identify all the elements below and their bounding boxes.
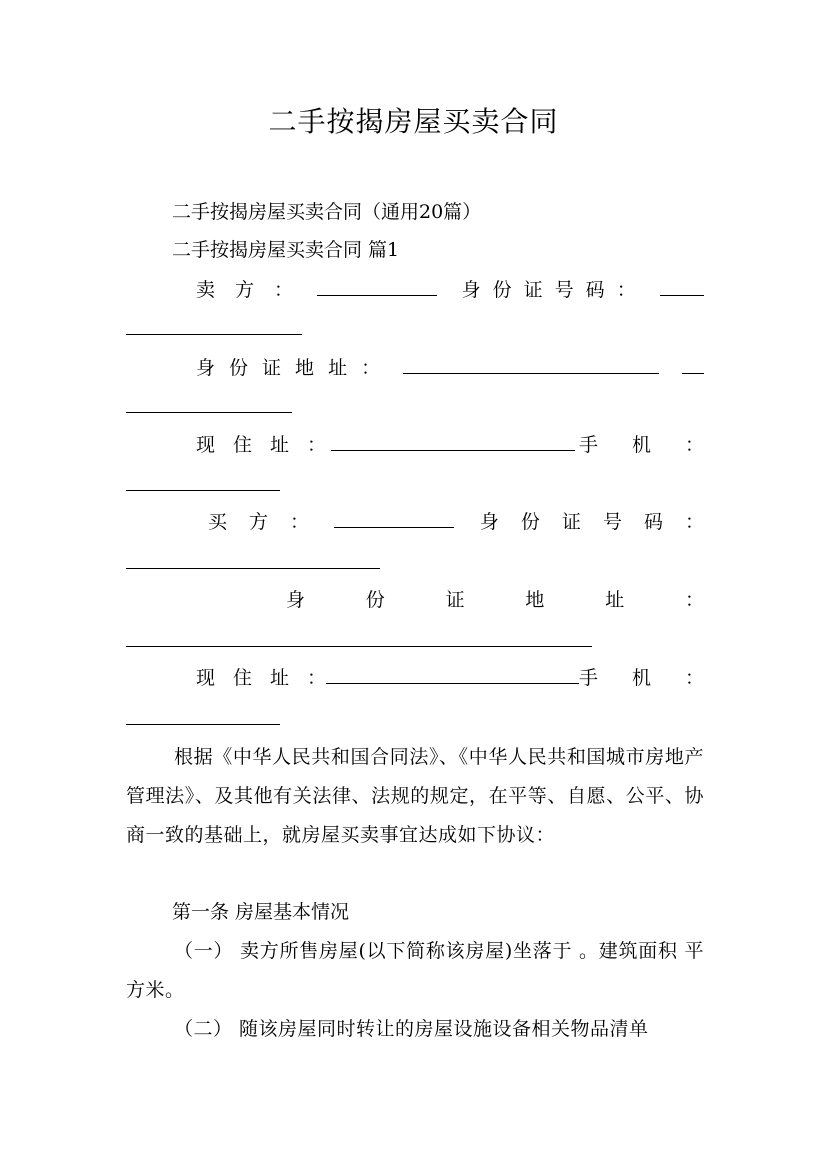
document-subtitle: 二手按揭房屋买卖合同（通用20篇）	[172, 201, 482, 223]
seller-id-blank-start[interactable]	[660, 277, 704, 296]
seller-address-blank[interactable]	[403, 355, 659, 374]
buyer-line	[208, 508, 704, 536]
buyer-address-label-char: 身	[286, 589, 306, 611]
buyer-id-label: 身 份 证 号 码 ：	[479, 511, 704, 533]
seller-line	[196, 276, 704, 304]
buyer-residence-blank[interactable]	[326, 665, 579, 684]
seller-phone-label: 手 机 ：	[578, 434, 704, 456]
seller-phone-blank[interactable]	[126, 490, 280, 491]
buyer-label: 买 方 ：	[208, 511, 310, 533]
buyer-address-label-char: 证	[445, 589, 465, 611]
buyer-address-line	[286, 586, 704, 614]
buyer-phone-blank[interactable]	[126, 724, 280, 725]
seller-residence-line	[196, 431, 704, 459]
seller-residence-blank[interactable]	[331, 432, 575, 451]
buyer-residence-label: 现 住 址 ：	[196, 667, 327, 689]
document-title: 二手按揭房屋买卖合同	[268, 105, 559, 138]
section-heading: 二手按揭房屋买卖合同 篇1	[172, 239, 400, 261]
article-1-heading: 第一条 房屋基本情况	[172, 901, 350, 923]
seller-label: 卖 方 ：	[196, 279, 294, 301]
buyer-residence-line	[196, 664, 704, 692]
seller-id-blank-end[interactable]	[126, 334, 302, 335]
buyer-address-label-char: ：	[684, 589, 704, 611]
seller-address-blank-end[interactable]	[126, 412, 292, 413]
buyer-address-label-char: 份	[365, 589, 385, 611]
buyer-id-blank[interactable]	[126, 568, 380, 569]
buyer-name-blank[interactable]	[334, 509, 454, 528]
buyer-address-blank[interactable]	[126, 646, 592, 647]
seller-address-line	[196, 354, 704, 382]
seller-residence-label: 现 住 址 ：	[196, 434, 327, 456]
seller-id-label: 身 份 证 号 码 ：	[461, 279, 636, 301]
buyer-address-label-char: 址	[605, 589, 625, 611]
clause-1: （一） 卖方所售房屋(以下简称该房屋)坐落于 。建筑面积 平方米。	[126, 940, 704, 1001]
buyer-phone-label: 手 机 ：	[578, 667, 704, 689]
seller-address-blank-start[interactable]	[682, 355, 704, 374]
clause-2: （二） 随该房屋同时转让的房屋设施设备相关物品清单	[174, 1018, 649, 1040]
seller-address-label: 身 份 证 地 址 ：	[196, 357, 381, 379]
buyer-address-label-char: 地	[525, 589, 545, 611]
preamble-paragraph: 根据《中华人民共和国合同法》、《中华人民共和国城市房地产管理法》、及其他有关法律、法规的规定，在平等、自愿、公平、协商一致的基础上，就房屋买卖事宜达成如下协议：	[126, 746, 704, 846]
seller-name-blank[interactable]	[317, 277, 437, 296]
